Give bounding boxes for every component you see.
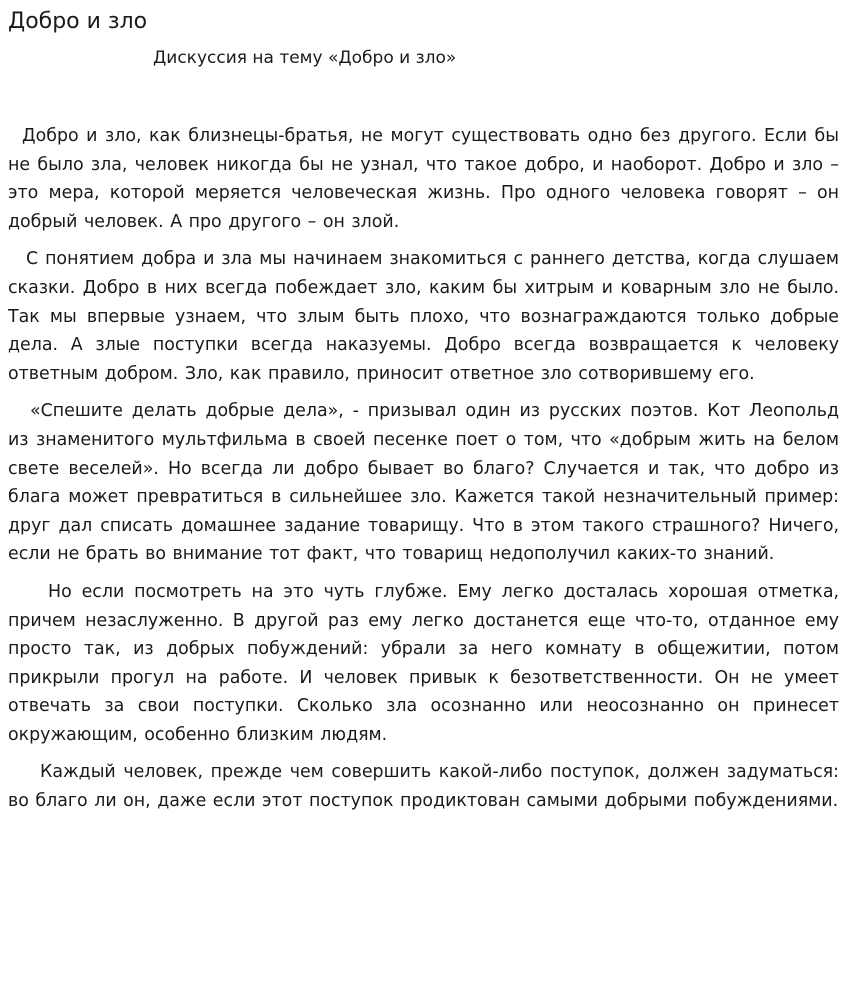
document-body [8,122,839,816]
paragraph-2: С понятием добра и зла мы начинаем знакомиться с раннего детства, когда слушаем сказки. Добро в них всегда побеждает зло, каким бы хитрым и коварным зло не было. Так мы впервые узнаем, что злым быть плохо, что вознаграждаются только добрые дела. А злые поступки всегда наказуемы. Добро всегда возвращается к человеку ответным добром. Зло, как правило, приносит ответное зло сотворившему его. [8,249,839,384]
page-title: Добро и зло [8,9,148,34]
paragraph-1: Добро и зло, как близнецы-братья, не могут существовать одно без другого. Если бы не было зла, человек никогда бы не узнал, что такое добро, и наоборот. Добро и зло – это мера, которой меряется человеческая жизнь. Про одного человека говорят – он добрый человек. А про другого – он злой. [8,126,839,232]
paragraph-4: Но если посмотреть на это чуть глубже. Ему легко досталась хорошая отметка, причем незаслуженно. В другой раз ему легко достанется еще что-то, отданное ему просто так, из добрых побуждений: убрали за него комнату в общежитии, потом прикрыли прогул на работе. И человек привык к безответственности. Он не умеет отвечать за свои поступки. Сколько зла осознанно или неосознанно он принесет окружающим, особенно близким людям. [8,581,839,745]
paragraph-3: «Спешите делать добрые дела», - призывал один из русских поэтов. Кот Леопольд из знаменитого мультфильма в своей песенке поет о том, что «добрым жить на белом свете веселей». Но всегда ли добро бывает во благо? Случается и так, что добро из блага может превратиться в сильнейшее зло. Кажется такой незначительный пример: друг дал списать домашнее задание товарищу. Что в этом такого страшного? Ничего, если не брать во внимание тот факт, что товарищ недополучил каких-то знаний. [8,401,839,565]
paragraph-5: Каждый человек, прежде чем совершить какой-либо поступок, должен задуматься: во благо ли он, даже если этот поступок продиктован самыми добрыми побуждениями. [8,762,839,812]
page-subtitle: Дискуссия на тему «Добро и зло» [153,48,457,68]
